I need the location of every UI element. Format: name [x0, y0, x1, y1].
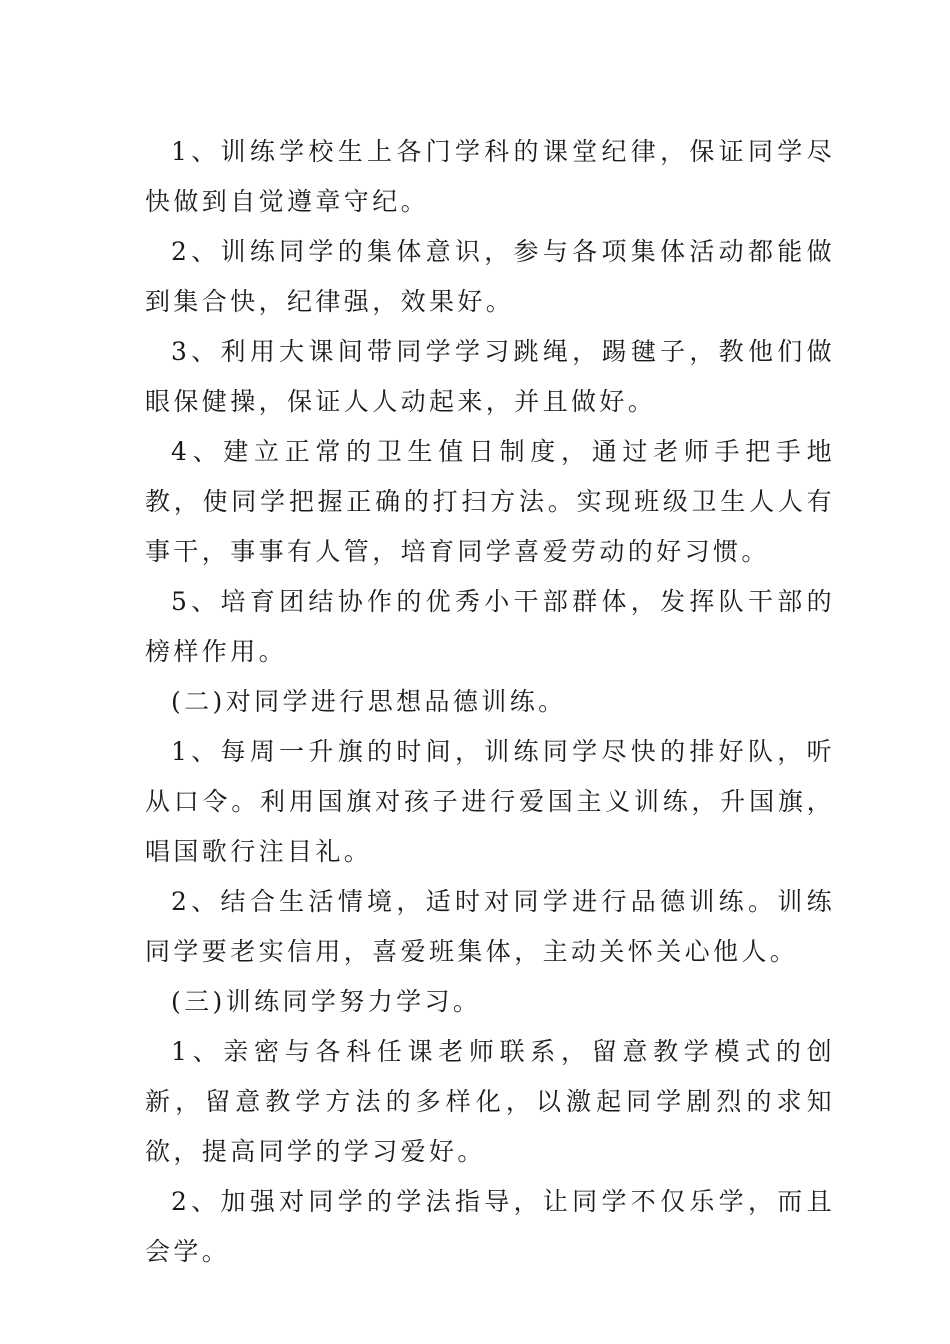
section-heading-2: (二)对同学进行思想品德训练。: [171, 687, 567, 716]
paragraph-8: 1、亲密与各科任课老师联系，留意教学模式的创新，留意教学方法的多样化，以激起同学剧烈的求知欲，提高同学的学习爱好。: [145, 1037, 835, 1166]
paragraph-6: 1、每周一升旗的时间，训练同学尽快的排好队，听从口令。利用国旗对孩子进行爱国主义训练，升国旗，唱国歌行注目礼。: [145, 737, 835, 866]
paragraph-1: 1、训练学校生上各门学科的课堂纪律，保证同学尽快做到自觉遵章守纪。: [145, 137, 835, 216]
paragraph-5: 5、培育团结协作的优秀小干部群体，发挥队干部的榜样作用。: [145, 587, 835, 666]
paragraph-4: 4、建立正常的卫生值日制度，通过老师手把手地教，使同学把握正确的打扫方法。实现班级卫生人人有事干，事事有人管，培育同学喜爱劳动的好习惯。: [145, 437, 835, 566]
paragraph-9: 2、加强对同学的学法指导，让同学不仅乐学，而且会学。: [145, 1187, 835, 1266]
paragraph-2: 2、训练同学的集体意识，参与各项集体活动都能做到集合快，纪律强，效果好。: [145, 237, 835, 316]
section-heading-3: (三)训练同学努力学习。: [171, 987, 482, 1016]
paragraph-3: 3、利用大课间带同学学习跳绳，踢毽子，教他们做眼保健操，保证人人动起来，并且做好。: [145, 337, 835, 416]
paragraph-7: 2、结合生活情境，适时对同学进行品德训练。训练同学要老实信用，喜爱班集体，主动关怀关心他人。: [145, 887, 835, 966]
document-page: [145, 127, 835, 1277]
